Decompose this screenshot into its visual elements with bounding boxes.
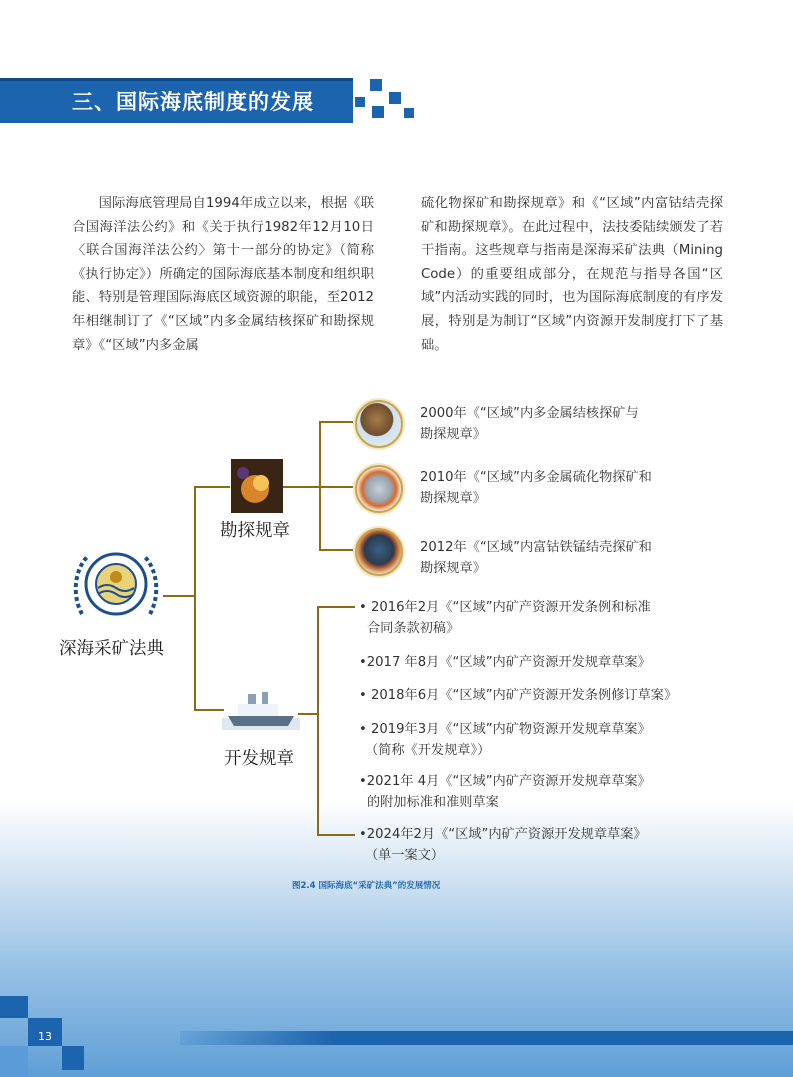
page-number: 13	[38, 1030, 52, 1043]
exploitation-item-2018: • 2018年6月《“区域”内矿产资源开发条例修订草案》	[359, 688, 678, 703]
footer-bar	[180, 1031, 793, 1045]
cobalt-crust-image	[355, 528, 403, 576]
exploitation-item-2017: •2017 年8月《“区域”内矿产资源开发规章草案》	[359, 655, 651, 670]
body-column-right	[421, 192, 723, 357]
root-label: 深海采矿法典	[59, 639, 164, 659]
exploitation-item-2016: • 2016年2月《“区域”内矿产资源开发条例和标准 合同条款初稿》	[359, 600, 651, 636]
exploration-label: 勘探规章	[220, 521, 290, 541]
exploration-item-2012: 2012年《“区域”内富钴铁锰结壳探矿和 勘探规章》	[420, 540, 652, 576]
isa-emblem-icon	[70, 544, 162, 630]
body-paragraph-right: 硫化物探矿和勘探规章》和《“区域”内富钴结壳探矿和勘探规章》。在此过程中，法技委陆续颁发了若干指南。这些规章与指南是深海采矿法典（Mining Code）的重要组成部分，在规范与指导各国“区域”内活动实践的同时，也为国际海底制度的有序发展，特别是为制订“区域”内资源开发制度打下了基础。	[421, 196, 723, 353]
body-paragraph-left: 国际海底管理局自1994年成立以来，根据《联合国海洋法公约》和《关于执行1982年12月10日〈联合国海洋法公约〉第十一部分的协定》（简称《执行协定》）所确定的国际海底基本制度和组织职能、特别是管理国际海底区域资源的职能，至2012年相继制订了《“区域”内多金属结核探矿和勘探规章》《“区域”内多金属	[72, 196, 374, 353]
section-title: 三、国际海底制度的发展	[72, 90, 314, 114]
exploration-item-2000: 2000年《“区域”内多金属结核探矿与 勘探规章》	[420, 406, 639, 442]
exploration-item-2010: 2010年《“区域”内多金属硫化物探矿和 勘探规章》	[420, 470, 652, 506]
exploration-image	[231, 459, 283, 513]
polymetallic-nodule-image	[355, 400, 403, 448]
exploitation-item-2021: •2021年 4月《“区域”内矿产资源开发规章草案》 的附加标准和准则草案	[359, 774, 651, 810]
exploitation-item-2024: •2024年2月《“区域”内矿产资源开发规章草案》 （单一案文）	[359, 827, 647, 863]
sulphide-image	[355, 465, 403, 513]
figure-caption: 图2.4 国际海底“采矿法典”的发展情况	[292, 881, 441, 891]
exploitation-label: 开发规章	[224, 749, 294, 769]
exploitation-item-2019: • 2019年3月《“区域”内矿物资源开发规章草案》 （简称《开发规章》）	[359, 722, 651, 758]
body-column-left	[72, 192, 374, 357]
mining-ship-image	[222, 688, 300, 734]
